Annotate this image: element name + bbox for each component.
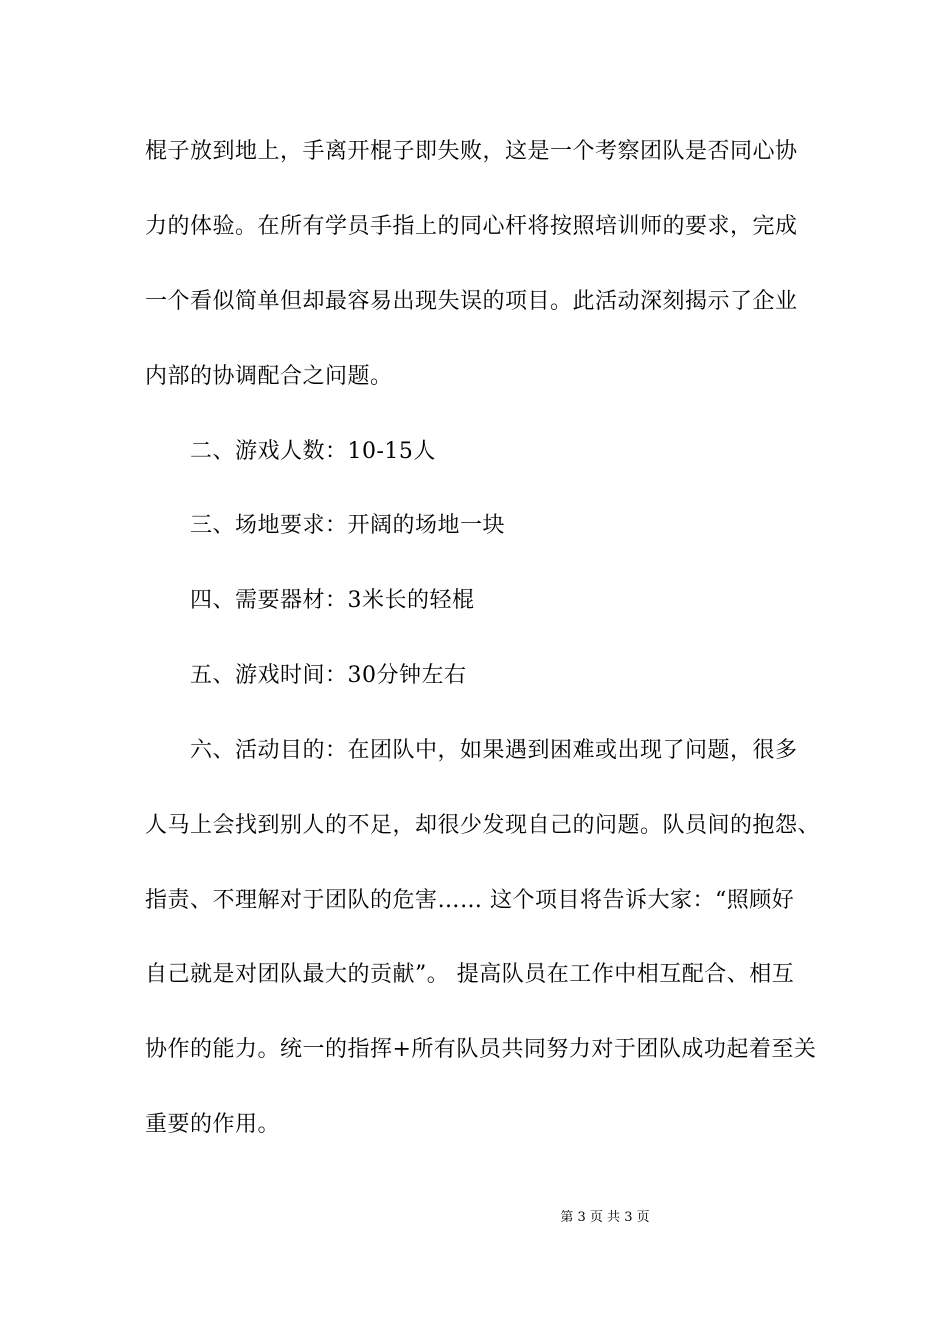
paragraph-line-4: 内部的协调配合之问题。 <box>145 364 393 389</box>
section-equipment: 四、需要器材：3米长的轻棍 <box>190 588 475 613</box>
section-purpose: 六、活动目的：在团队中，如果遇到困难或出现了问题，很多 <box>190 738 798 763</box>
paragraph-line-10: 人马上会找到别人的不足，却很少发现自己的问题。队员间的抱怨、 <box>145 813 821 838</box>
page-footer: 第 3 页 共 3 页 <box>560 1210 650 1225</box>
paragraph-line-11: 指责、不理解对于团队的危害…… 这个项目将告诉大家：“照顾好 <box>145 888 795 913</box>
section-venue: 三、场地要求：开阔的场地一块 <box>190 513 506 538</box>
section-duration: 五、游戏时间：30分钟左右 <box>190 663 467 688</box>
paragraph-line-14: 重要的作用。 <box>145 1112 281 1137</box>
section-player-count: 二、游戏人数：10-15人 <box>190 439 436 464</box>
paragraph-line-2: 力的体验。在所有学员手指上的同心杆将按照培训师的要求，完成 <box>145 214 798 239</box>
paragraph-line-12: 自己就是对团队最大的贡献”。 提高队员在工作中相互配合、相互 <box>145 962 795 987</box>
paragraph-line-3: 一个看似简单但却最容易出现失误的项目。此活动深刻揭示了企业 <box>145 289 798 314</box>
paragraph-line-13: 协作的能力。统一的指挥+所有队员共同努力对于团队成功起着至关 <box>145 1037 817 1062</box>
paragraph-line-1: 棍子放到地上，手离开棍子即失败，这是一个考察团队是否同心协 <box>145 139 798 164</box>
